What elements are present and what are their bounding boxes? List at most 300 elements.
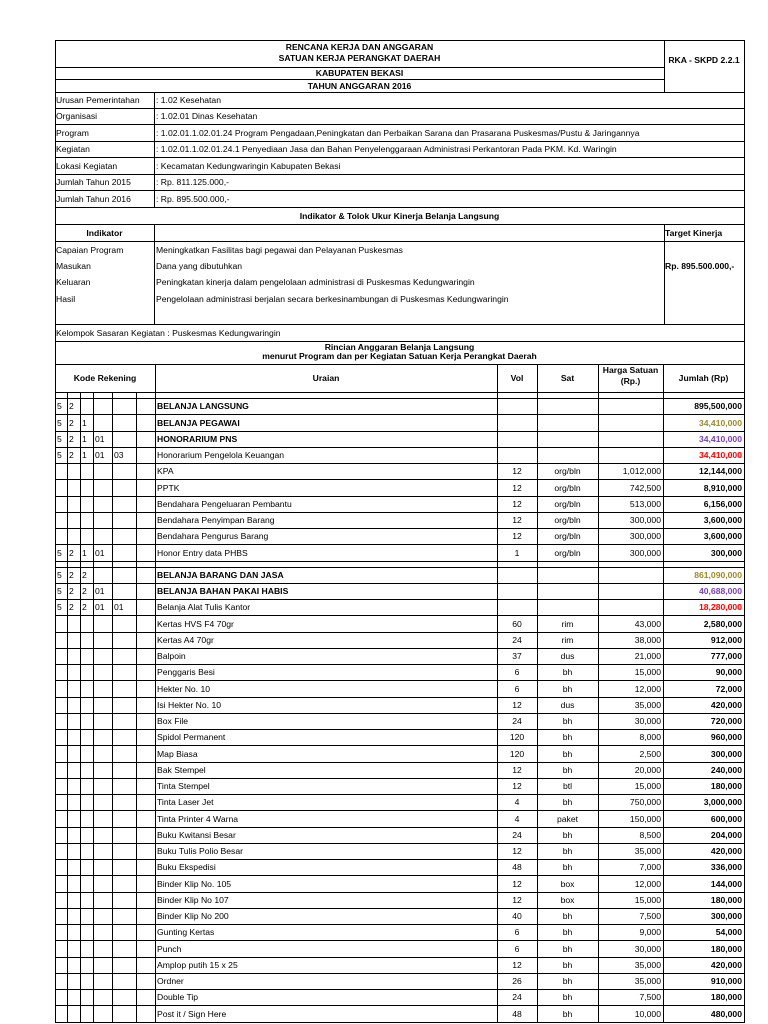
sat-cell: bh: [562, 959, 573, 970]
jumlah-cell: 3,600,000: [703, 515, 742, 526]
harga-cell: 12,000: [634, 878, 661, 889]
sat-cell: box: [560, 878, 575, 889]
indicator-label: Masukan: [56, 261, 91, 272]
vol-cell: 40: [512, 911, 522, 922]
grid-line: [93, 392, 94, 1023]
sat-cell: rim: [561, 618, 574, 629]
vol-cell: 12: [512, 764, 522, 775]
kode-cell: 2: [69, 401, 74, 412]
vol-cell: 6: [514, 683, 520, 694]
jumlah-cell: 300,000: [710, 748, 742, 759]
info-value: : 1.02.01.1.02.01.24.1 Penyediaan Jasa dan Bahan Penyelenggaraan Administrasi Perkantoran Pada PKM. Kd. Waringin: [156, 144, 617, 155]
grid-line: [55, 827, 745, 828]
harga-cell: 9,000: [639, 927, 661, 938]
doc-title: RENCANA KERJA DAN ANGGARAN: [285, 42, 434, 53]
kode-cell: 5: [57, 547, 62, 558]
vol-cell: 6: [514, 667, 520, 678]
indicator-label: Capaian Program: [56, 245, 124, 256]
grid-line: [55, 224, 745, 225]
jumlah-cell: 72,000: [715, 683, 742, 694]
grid-line: [55, 414, 745, 415]
info-value: : 1.02.01 Dinas Kesehatan: [156, 111, 258, 122]
info-label: Lokasi Kegiatan: [56, 160, 118, 171]
kode-cell: 5: [57, 450, 62, 461]
grid-line: [55, 141, 745, 142]
grid-line: [55, 924, 745, 925]
uraian-cell: Binder Klip No 200: [157, 911, 229, 922]
grid-line: [55, 174, 745, 175]
indicator-text: Dana yang dibutuhkan: [156, 261, 243, 272]
uraian-cell: Ordner: [157, 976, 184, 987]
jumlah-cell: 34,410,000: [698, 450, 742, 461]
grid-line: [55, 398, 745, 399]
harga-cell: 150,000: [629, 813, 661, 824]
harga-cell: 513,000: [629, 498, 661, 509]
jumlah-cell: 420,000: [710, 959, 742, 970]
kode-cell: 01: [95, 433, 105, 444]
uraian-cell: Punch: [157, 943, 182, 954]
jumlah-cell: 90,000: [715, 667, 742, 678]
harga-cell: 750,000: [629, 797, 661, 808]
vol-cell: 12: [512, 781, 522, 792]
uraian-cell: Hekter No. 10: [157, 683, 211, 694]
vol-cell: 26: [512, 976, 522, 987]
sat-cell: org/bln: [554, 466, 581, 477]
uraian-cell: Gunting Kertas: [157, 927, 215, 938]
indicator-text: Meningkatkan Fasilitas bagi pegawai dan Pelayanan Puskesmas: [156, 245, 403, 256]
fiscal-year: TAHUN ANGGARAN 2016: [307, 80, 412, 91]
grid-line: [55, 447, 745, 448]
sat-cell: bh: [562, 732, 573, 743]
grid-line: [55, 392, 745, 393]
kode-cell: 01: [95, 586, 105, 597]
vol-cell: 12: [512, 878, 522, 889]
sat-cell: bh: [562, 911, 573, 922]
sat-cell: org/bln: [554, 515, 581, 526]
kode-cell: 01: [114, 602, 124, 613]
harga-cell: 30,000: [634, 716, 661, 727]
info-label: Kegiatan: [56, 144, 90, 155]
uraian-cell: BELANJA PEGAWAI: [157, 417, 240, 428]
harga-cell: 8,500: [639, 829, 661, 840]
uraian-cell: Belanja Alat Tulis Kantor: [157, 602, 251, 613]
vol-cell: 48: [512, 1008, 522, 1019]
info-value: : Kecamatan Kedungwaringin Kabupaten Bekasi: [156, 160, 341, 171]
detail-title: Rincian Anggaran Belanja Langsung: [324, 341, 475, 352]
harga-cell: 1,012,000: [622, 466, 661, 477]
sat-cell: box: [560, 894, 575, 905]
grid-line: [55, 778, 745, 779]
indicator-text: Pengelolaan administrasi berjalan secara berkesinambungan di Puskesmas Kedungwaringin: [156, 293, 509, 304]
sat-cell: bh: [562, 797, 573, 808]
kode-cell: 2: [69, 602, 74, 613]
sat-cell: bh: [562, 943, 573, 954]
grid-line: [55, 567, 745, 568]
vol-cell: 12: [512, 894, 522, 905]
vol-cell: 120: [509, 732, 525, 743]
grid-line: [55, 528, 745, 529]
uraian-cell: Isi Hekter No. 10: [157, 699, 221, 710]
grid-line: [154, 92, 155, 208]
kode-cell: 5: [57, 433, 62, 444]
kode-cell: 2: [69, 569, 74, 580]
vol-cell: 4: [514, 797, 520, 808]
grid-line: [55, 745, 745, 746]
vol-cell: 120: [509, 748, 525, 759]
uraian-cell: PPTK: [157, 482, 180, 493]
vol-cell: 60: [512, 618, 522, 629]
kode-cell: 01: [95, 547, 105, 558]
sat-cell: bh: [562, 1008, 573, 1019]
jumlah-cell: 34,410,000: [698, 433, 742, 444]
sat-cell: org/bln: [554, 547, 581, 558]
uraian-cell: Tinta Stempel: [157, 781, 210, 792]
grid-line: [55, 561, 745, 562]
sat-cell: bh: [562, 764, 573, 775]
col-sat: Sat: [560, 373, 575, 384]
form-code: RKA - SKPD 2.2.1: [668, 54, 740, 65]
sat-cell: org/bln: [554, 498, 581, 509]
col-harga: Harga Satuan: [602, 365, 659, 376]
harga-cell: 20,000: [634, 764, 661, 775]
jumlah-cell: 54,000: [715, 927, 742, 938]
vol-cell: 6: [514, 927, 520, 938]
kode-cell: 03: [114, 450, 124, 461]
grid-line: [55, 957, 745, 958]
grid-line: [55, 79, 665, 80]
grid-line: [154, 224, 155, 325]
jumlah-cell: 180,000: [710, 894, 742, 905]
kode-cell: 2: [82, 569, 87, 580]
kode-cell: 2: [69, 417, 74, 428]
jumlah-cell: 300,000: [710, 911, 742, 922]
jumlah-cell: 420,000: [710, 846, 742, 857]
uraian-cell: Kertas HVS F4 70gr: [157, 618, 234, 629]
col-uraian: Uraian: [312, 373, 340, 384]
sat-cell: dus: [560, 699, 575, 710]
jumlah-cell: 895,500,000: [694, 401, 742, 412]
grid-line: [55, 664, 745, 665]
kode-cell: 5: [57, 586, 62, 597]
jumlah-cell: 910,000: [710, 976, 742, 987]
col-kode: Kode Rekening: [73, 373, 137, 384]
harga-cell: 15,000: [634, 667, 661, 678]
grid-line: [55, 157, 745, 158]
kode-cell: 01: [95, 602, 105, 613]
uraian-cell: Penggaris Besi: [157, 667, 215, 678]
uraian-cell: Binder Klip No 107: [157, 894, 229, 905]
vol-cell: 12: [512, 846, 522, 857]
uraian-cell: Map Biasa: [157, 748, 198, 759]
jumlah-cell: 2,580,000: [703, 618, 742, 629]
grid-line: [55, 810, 745, 811]
grid-line: [55, 843, 745, 844]
grid-line: [55, 908, 745, 909]
jumlah-cell: 180,000: [710, 992, 742, 1003]
jumlah-cell: 6,156,000: [703, 498, 742, 509]
uraian-cell: Buku Kwitansi Besar: [157, 829, 236, 840]
uraian-cell: Bendahara Penyimpan Barang: [157, 515, 275, 526]
jumlah-cell: 600,000: [710, 813, 742, 824]
jumlah-cell: 861,090,000: [694, 569, 742, 580]
grid-line: [55, 190, 745, 191]
grid-line: [55, 1005, 745, 1006]
uraian-cell: Tinta Printer 4 Warna: [157, 813, 239, 824]
uraian-cell: Kertas A4 70gr: [157, 634, 214, 645]
uraian-cell: Bak Stempel: [157, 764, 206, 775]
vol-cell: 24: [512, 829, 522, 840]
col-target: Target Kinerja: [665, 227, 723, 238]
sat-cell: bh: [562, 927, 573, 938]
indicator-title: Indikator & Tolok Ukur Kinerja Belanja Langsung: [299, 210, 500, 221]
grid-line: [55, 875, 745, 876]
jumlah-cell: 12,144,000: [698, 466, 742, 477]
uraian-cell: Honor Entry data PHBS: [157, 547, 248, 558]
sat-cell: bh: [562, 748, 573, 759]
grid-line: [55, 544, 745, 545]
harga-cell: 15,000: [634, 781, 661, 792]
kode-cell: 1: [82, 450, 87, 461]
harga-cell: 30,000: [634, 943, 661, 954]
harga-cell: 8,000: [639, 732, 661, 743]
harga-cell: 300,000: [629, 531, 661, 542]
grid-line: [55, 729, 745, 730]
uraian-cell: BELANJA BARANG DAN JASA: [157, 569, 284, 580]
uraian-cell: Box File: [157, 716, 189, 727]
info-value: : Rp. 811.125.000,-: [156, 177, 229, 188]
jumlah-cell: 180,000: [710, 943, 742, 954]
vol-cell: 24: [512, 716, 522, 727]
border-top: [55, 40, 745, 41]
grid-line: [55, 794, 745, 795]
uraian-cell: Spidol Permanent: [157, 732, 226, 743]
region: KABUPATEN BEKASI: [315, 68, 404, 79]
harga-cell: 300,000: [629, 547, 661, 558]
kode-cell: 1: [82, 417, 87, 428]
jumlah-cell: 3,000,000: [703, 797, 742, 808]
jumlah-cell: 40,688,000: [698, 586, 742, 597]
sat-cell: rim: [561, 634, 574, 645]
vol-cell: 12: [512, 531, 522, 542]
kode-cell: 5: [57, 417, 62, 428]
jumlah-cell: 720,000: [710, 716, 742, 727]
grid-line: [55, 1022, 745, 1023]
harga-cell: 7,500: [639, 911, 661, 922]
harga-cell: 35,000: [634, 959, 661, 970]
grid-line: [55, 648, 745, 649]
jumlah-cell: 8,910,000: [703, 482, 742, 493]
uraian-cell: Post it / Sign Here: [157, 1008, 227, 1019]
uraian-cell: Buku Tulis Polio Besar: [157, 846, 243, 857]
harga-cell: 2,500: [639, 748, 661, 759]
grid-line: [80, 392, 81, 1023]
kode-cell: 2: [69, 547, 74, 558]
col-jumlah: Jumlah (Rp): [678, 373, 729, 384]
info-value: : 1.02.01.1.02.01.24 Program Pengadaan,Peningkatan dan Perbaikan Sarana dan Prasarana Puskesmas/Pustu & Jaringannya: [156, 127, 640, 138]
grid-line: [55, 632, 745, 633]
info-label: Urusan Pemerintahan: [56, 95, 140, 106]
jumlah-cell: 144,000: [710, 878, 742, 889]
harga-cell: 10,000: [634, 1008, 661, 1019]
vol-cell: 12: [512, 699, 522, 710]
sat-cell: org/bln: [554, 482, 581, 493]
detail-subtitle: menurut Program dan per Kegiatan Satuan Kerja Perangkat Daerah: [262, 351, 537, 362]
info-label: Jumlah Tahun 2015: [56, 177, 131, 188]
grid-line: [55, 479, 745, 480]
grid-line: [55, 940, 745, 941]
grid-line: [55, 207, 745, 208]
jumlah-cell: 180,000: [710, 781, 742, 792]
vol-cell: 12: [512, 959, 522, 970]
grid-line: [55, 108, 745, 109]
kode-cell: 5: [57, 401, 62, 412]
kode-cell: 5: [57, 569, 62, 580]
grid-line: [55, 989, 745, 990]
harga-cell: 742,500: [629, 482, 661, 493]
grid-line: [55, 762, 745, 763]
harga-cell: 35,000: [634, 846, 661, 857]
harga-cell: 21,000: [634, 651, 661, 662]
grid-line: [55, 859, 745, 860]
vol-cell: 12: [512, 482, 522, 493]
jumlah-cell: 300,000: [710, 547, 742, 558]
jumlah-cell: 18,280,000: [698, 602, 742, 613]
jumlah-cell: 912,000: [710, 634, 742, 645]
info-label: Organisasi: [56, 111, 98, 122]
grid-line: [55, 973, 745, 974]
col-indikator: Indikator: [86, 227, 123, 238]
jumlah-cell: 34,410,000: [698, 417, 742, 428]
vol-cell: 48: [512, 862, 522, 873]
sat-cell: bh: [562, 992, 573, 1003]
vol-cell: 24: [512, 992, 522, 1003]
indicator-label: Keluaran: [56, 277, 91, 288]
jumlah-cell: 3,600,000: [703, 531, 742, 542]
jumlah-cell: 480,000: [710, 1008, 742, 1019]
sat-cell: bh: [562, 829, 573, 840]
kode-cell: 2: [82, 586, 87, 597]
uraian-cell: Binder Klip No. 105: [157, 878, 232, 889]
vol-cell: 12: [512, 515, 522, 526]
grid-line: [664, 224, 665, 325]
harga-cell: 12,000: [634, 683, 661, 694]
jumlah-cell: 336,000: [710, 862, 742, 873]
info-label: Program: [56, 127, 89, 138]
sat-cell: dus: [560, 651, 575, 662]
sat-cell: bh: [562, 716, 573, 727]
grid-line: [55, 892, 745, 893]
grid-line: [112, 392, 113, 1023]
sat-cell: paket: [556, 813, 579, 824]
indicator-text: Peningkatan kinerja dalam pengelolaan administrasi di Puskesmas Kedungwaringin: [156, 277, 475, 288]
grid-line: [55, 124, 745, 125]
kode-cell: 01: [95, 450, 105, 461]
info-value: : Rp. 895.500.000,-: [156, 193, 230, 204]
target-group: Kelompok Sasaran Kegiatan : Puskesmas Kedungwaringin: [56, 327, 281, 338]
col-harga-unit: (Rp.): [620, 376, 641, 387]
uraian-cell: Amplop putih 15 x 25: [157, 959, 238, 970]
uraian-cell: BELANJA LANGSUNG: [157, 401, 249, 412]
uraian-cell: HONORARIUM PNS: [157, 433, 238, 444]
kode-cell: 2: [69, 433, 74, 444]
harga-cell: 43,000: [634, 618, 661, 629]
jumlah-cell: 420,000: [710, 699, 742, 710]
grid-line: [55, 92, 745, 93]
sat-cell: bh: [562, 862, 573, 873]
grid-line: [55, 583, 745, 584]
harga-cell: 38,000: [634, 634, 661, 645]
grid-line: [55, 615, 745, 616]
sat-cell: btl: [562, 781, 573, 792]
grid-line: [664, 40, 665, 93]
budget-sheet: [55, 40, 744, 1024]
sat-cell: bh: [562, 976, 573, 987]
sat-cell: bh: [562, 683, 573, 694]
uraian-cell: Double Tip: [157, 992, 199, 1003]
vol-cell: 4: [514, 813, 520, 824]
harga-cell: 300,000: [629, 515, 661, 526]
vol-cell: 1: [514, 547, 520, 558]
indicator-label: Hasil: [56, 293, 76, 304]
grid-line: [55, 241, 745, 242]
harga-cell: 7,000: [639, 862, 661, 873]
kode-cell: 2: [82, 602, 87, 613]
kode-cell: 2: [69, 450, 74, 461]
kode-cell: 2: [69, 586, 74, 597]
sat-cell: org/bln: [554, 531, 581, 542]
sat-cell: bh: [562, 667, 573, 678]
grid-line: [55, 713, 745, 714]
vol-cell: 6: [514, 943, 520, 954]
info-label: Jumlah Tahun 2016: [56, 193, 131, 204]
vol-cell: 12: [512, 466, 522, 477]
uraian-cell: Honorarium Pengelola Keuangan: [157, 450, 285, 461]
uraian-cell: Buku Ekspedisi: [157, 862, 216, 873]
vol-cell: 12: [512, 498, 522, 509]
jumlah-cell: 960,000: [710, 732, 742, 743]
grid-line: [136, 392, 137, 1023]
kode-cell: 1: [82, 547, 87, 558]
harga-cell: 15,000: [634, 894, 661, 905]
harga-cell: 35,000: [634, 699, 661, 710]
grid-line: [67, 392, 68, 1023]
col-vol: Vol: [510, 373, 524, 384]
uraian-cell: KPA: [157, 466, 174, 477]
jumlah-cell: 777,000: [710, 651, 742, 662]
vol-cell: 37: [512, 651, 522, 662]
grid-line: [55, 496, 745, 497]
doc-subtitle: SATUAN KERJA PERANGKAT DAERAH: [278, 53, 441, 64]
info-value: : 1.02 Kesehatan: [156, 95, 221, 106]
grid-line: [55, 599, 745, 600]
grid-line: [55, 512, 745, 513]
kode-cell: 1: [82, 433, 87, 444]
vol-cell: 24: [512, 634, 522, 645]
grid-line: [55, 431, 745, 432]
grid-line: [55, 697, 745, 698]
grid-line: [55, 680, 745, 681]
uraian-cell: Tinta Laser Jet: [157, 797, 214, 808]
harga-cell: 35,000: [634, 976, 661, 987]
harga-cell: 7,500: [639, 992, 661, 1003]
target-value: Rp. 895.500.000,-: [665, 261, 735, 272]
sat-cell: bh: [562, 846, 573, 857]
jumlah-cell: 240,000: [710, 764, 742, 775]
grid-line: [55, 463, 745, 464]
uraian-cell: Bendahara Pengurus Barang: [157, 531, 269, 542]
kode-cell: 5: [57, 602, 62, 613]
jumlah-cell: 204,000: [710, 829, 742, 840]
